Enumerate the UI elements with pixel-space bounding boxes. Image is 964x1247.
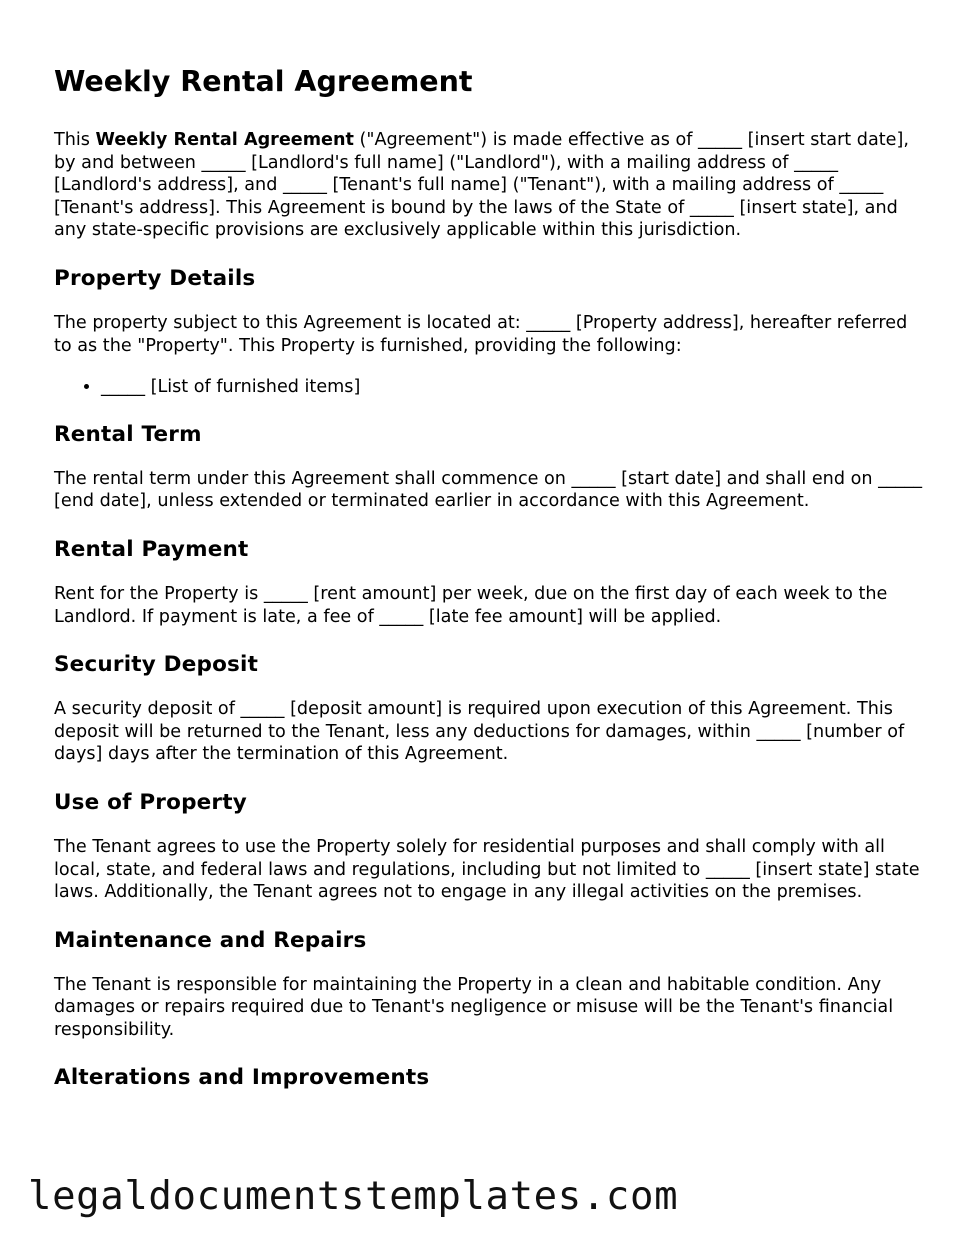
section-body: The Tenant is responsible for maintaining the Property in a clean and habitable condition. Any damages or repairs required due to Tenant's negligence or misuse will be the Tenant's financial responsibility.: [54, 974, 894, 1040]
section-alterations: [54, 1065, 924, 1091]
watermark: legaldocumentstemplates.com: [28, 1174, 679, 1219]
section-use-of-property: [54, 790, 924, 904]
furnished-items-list: [54, 376, 924, 399]
section-body: The Tenant agrees to use the Property solely for residential purposes and shall comply with all local, state, and federal laws and regulations, including but not limited to _____ [insert state] state laws. Additionally, the Tenant agrees not to engage in any illegal activities on the premises.: [54, 836, 920, 903]
section-heading: Rental Term: [54, 421, 202, 447]
intro-lead: This: [54, 130, 96, 150]
intro-paragraph: [54, 129, 924, 242]
section-heading: Use of Property: [54, 789, 247, 815]
document-page: [54, 62, 924, 1111]
section-body: The rental term under this Agreement shall commence on _____ [start date] and shall end on _____ [end date], unless extended or terminated earlier in accordance with this Agreement.: [54, 468, 923, 512]
section-body: A security deposit of _____ [deposit amount] is required upon execution of this Agreement. This deposit will be returned to the Tenant, less any deductions for damages, within _____ [number of days] days after the termination of this Agreement.: [54, 699, 905, 765]
section-security-deposit: [54, 652, 924, 766]
section-heading: Maintenance and Repairs: [54, 927, 367, 953]
section-maintenance: [54, 928, 924, 1042]
list-item: • _____ [List of furnished items]: [101, 376, 924, 399]
document-title: Weekly Rental Agreement: [54, 65, 473, 98]
section-rental-term: [54, 422, 924, 513]
section-heading: Rental Payment: [54, 536, 249, 562]
intro-bold-title: Weekly Rental Agreement: [95, 130, 354, 150]
section-heading: Security Deposit: [54, 652, 259, 678]
intro-rest: ("Agreement") is made effective as of _____ [insert start date], by and between _____ [Landlord's full name] ("Landlord"), with a mailing address of _____ [Landlord's address], and _____ [Tenant's full name] ("Tenant"), with a mailing address of _____ [Tenant's address]. This Agreement is bound by the laws of the State of _____ [insert state], and any state-specific provisions are exclusively applicable within this jurisdiction.: [54, 130, 909, 241]
section-heading: Alterations and Improvements: [54, 1065, 430, 1091]
section-body: Rent for the Property is _____ [rent amount] per week, due on the first day of each week to the Landlord. If payment is late, a fee of _____ [late fee amount] will be applied.: [54, 583, 888, 627]
section-body: The property subject to this Agreement is located at: _____ [Property address], hereafter referred to as the "Property". This Property is furnished, providing the following:: [54, 312, 908, 356]
section-rental-payment: [54, 537, 924, 628]
section-property-details: [54, 266, 924, 399]
section-heading: Property Details: [54, 265, 256, 291]
